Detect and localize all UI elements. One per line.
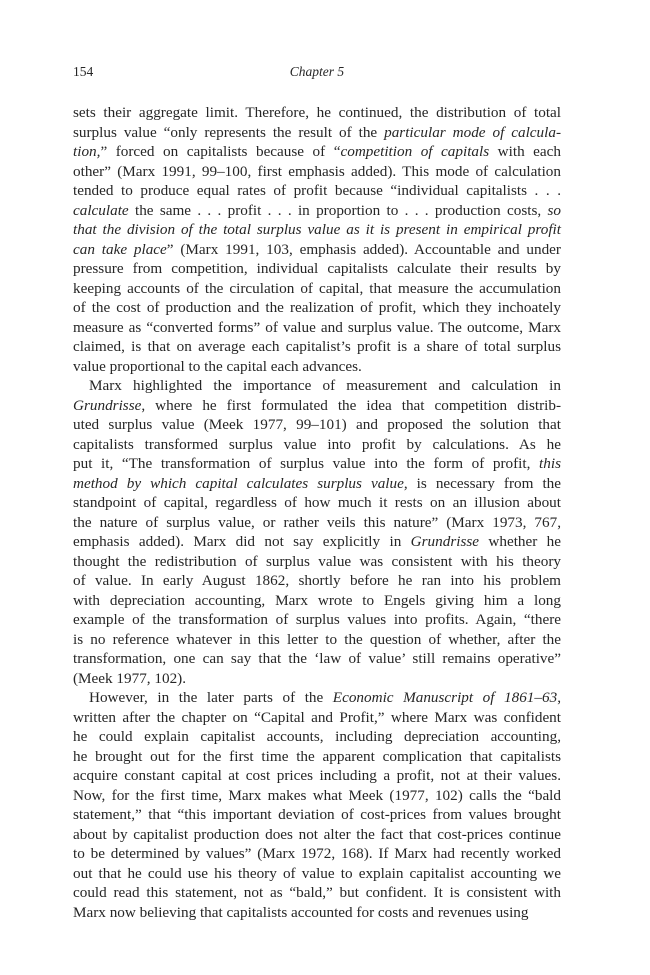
text-line: [73, 318, 561, 338]
running-head: Chapter 5: [289, 64, 345, 79]
text-line: [73, 610, 561, 630]
text-line: [73, 376, 561, 396]
text-segment: keeping accounts of the circulation of capital, that measure the accumulation: [73, 279, 561, 297]
text-segment: put it, “The transformation of surplus value into the form of profit,: [73, 455, 540, 472]
text-segment: to be determined by values” (Marx 1972, 168). If Marx had recently worked: [73, 845, 561, 862]
text-segment: the nature of surplus value, or rather veils this nature” (Marx 1973, 767,: [73, 513, 561, 531]
text-segment: transformation, one can say that the ‘law of value’ still remains operative”: [73, 650, 561, 667]
text-segment: value proportional to the capital each advances.: [73, 357, 362, 375]
italic-text: calculate: [73, 201, 129, 219]
text-segment: , where he first formulated the idea that competition distrib-: [141, 396, 561, 414]
text-line: [73, 883, 561, 903]
text-line: [73, 805, 561, 825]
italic-text: tion,: [73, 143, 101, 160]
text-line: [73, 571, 561, 591]
text-segment: of the cost of production and the realization of profit, which they inchoately: [73, 299, 561, 316]
text-segment: of value. In early August 1862, shortly before he ran into his problem: [73, 572, 561, 589]
text-line: [73, 864, 561, 884]
italic-text: can take place: [73, 240, 167, 258]
text-segment: out that he could use his theory of value to explain capitalist accounting we: [73, 864, 561, 882]
text-segment: whether he: [479, 533, 562, 550]
text-segment: he brought out for the first time the apparent complication that capitalists: [73, 747, 561, 765]
text-segment: ” forced on capitalists because of “: [100, 143, 341, 160]
text-line: [73, 220, 561, 240]
text-line: [73, 240, 561, 260]
text-line: [73, 786, 561, 806]
text-line: [73, 123, 561, 143]
text-line: [73, 552, 561, 572]
text-segment: Marx highlighted the importance of measurement and calculation in: [89, 377, 561, 394]
italic-text: Grundrisse: [73, 396, 142, 414]
text-line: [73, 103, 561, 123]
text-line: [73, 279, 561, 299]
text-segment: ” (Marx 1991, 103, emphasis added). Accountable and under: [166, 240, 561, 258]
text-line: [73, 357, 561, 377]
text-line: [73, 727, 561, 747]
italic-text: this: [539, 455, 561, 472]
text-segment: sets their aggregate limit. Therefore, he continued, the distribution of total: [73, 104, 561, 121]
text-segment: surplus value “only represents the result of the: [73, 123, 385, 141]
text-segment: standpoint of capital, regardless of how much it rests on an illusion about: [73, 494, 561, 511]
text-segment: pressure from competition, individual capitalists calculate their results by: [73, 260, 561, 277]
text-segment: with depreciation accounting, Marx wrote to Engels giving him a long: [73, 591, 561, 609]
body-text: [73, 103, 561, 922]
page-number: 154: [73, 64, 94, 79]
text-segment: emphasis added). Marx did not say explicitly in: [73, 533, 411, 550]
italic-text: method by which capital calculates surplus value: [73, 474, 404, 492]
text-line: [73, 825, 561, 845]
text-segment: uted surplus value (Meek 1977, 99–101) and proposed the solution that: [73, 416, 561, 433]
italic-text: particular mode of calcula-: [384, 123, 561, 141]
text-line: [73, 493, 561, 513]
text-line: [73, 591, 561, 611]
text-line: [73, 435, 561, 455]
text-segment: measure as “converted forms” of value and surplus value. The outcome, Marx: [73, 318, 561, 336]
text-segment: with each: [489, 143, 562, 160]
text-line: [73, 532, 561, 552]
text-line: [73, 747, 561, 767]
text-line: [73, 649, 561, 669]
italic-text: Economic Manuscript of 1861–63: [332, 689, 558, 706]
text-segment: other” (Marx 1991, 99–100, first emphasis added). This mode of calculation: [73, 162, 561, 180]
text-line: [73, 415, 561, 435]
text-segment: (Meek 1977, 102).: [73, 669, 187, 687]
italic-text: so: [547, 201, 561, 219]
text-segment: claimed, is that on average each capitalist’s profit is a share of total surplus: [73, 338, 561, 355]
text-segment: Now, for the first time, Marx makes what Meek (1977, 102) calls the “bald: [73, 786, 561, 804]
text-segment: written after the chapter on “Capital and Profit,” where Marx was confident: [73, 708, 561, 726]
text-line: [73, 513, 561, 533]
text-line: [73, 688, 561, 708]
text-line: [73, 844, 561, 864]
text-line: [73, 298, 561, 318]
text-line: [73, 396, 561, 416]
text-segment: Marx now believing that capitalists accounted for costs and revenues using: [73, 903, 529, 921]
text-line: [73, 474, 561, 494]
text-line: [73, 337, 561, 357]
text-segment: However, in the later parts of the: [89, 689, 333, 706]
text-line: [73, 142, 561, 162]
text-segment: acquire constant capital at cost prices including a profit, not at their values.: [73, 767, 561, 784]
text-segment: ,: [557, 689, 561, 706]
text-segment: thought the redistribution of surplus value was consistent with his theory: [73, 552, 561, 570]
text-line: [73, 669, 561, 689]
text-segment: about by capitalist production does not alter the fact that cost-prices continue: [73, 825, 561, 843]
text-line: [73, 162, 561, 182]
text-line: [73, 259, 561, 279]
page-header: [73, 64, 561, 84]
text-segment: is no reference whatever in this letter to the question of whether, after the: [73, 630, 561, 648]
text-segment: example of the transformation of surplus values into profits. Again, “there: [73, 611, 561, 628]
text-line: [73, 903, 561, 923]
italic-text: Grundrisse: [410, 533, 480, 550]
text-line: [73, 454, 561, 474]
text-line: [73, 181, 561, 201]
italic-text: that the division of the total surplus value as it is present in empirical profit: [73, 221, 561, 238]
text-segment: statement,” that “this important deviation of cost-prices from values brought: [73, 806, 561, 823]
text-segment: , is necessary from the: [403, 474, 561, 492]
text-segment: he could explain capitalist accounts, including depreciation accounting,: [73, 728, 561, 745]
text-line: [73, 201, 561, 221]
text-segment: the same . . . profit . . . in proportion to . . . production costs,: [128, 201, 548, 219]
text-line: [73, 708, 561, 728]
text-segment: tended to produce equal rates of profit because “individual capitalists . . .: [73, 182, 561, 199]
text-segment: could read this statement, not as “bald,” but confident. It is consistent with: [73, 884, 561, 901]
text-line: [73, 766, 561, 786]
italic-text: competition of capitals: [340, 143, 490, 160]
text-segment: capitalists transformed surplus value into profit by calculations. As he: [73, 435, 561, 453]
text-line: [73, 630, 561, 650]
